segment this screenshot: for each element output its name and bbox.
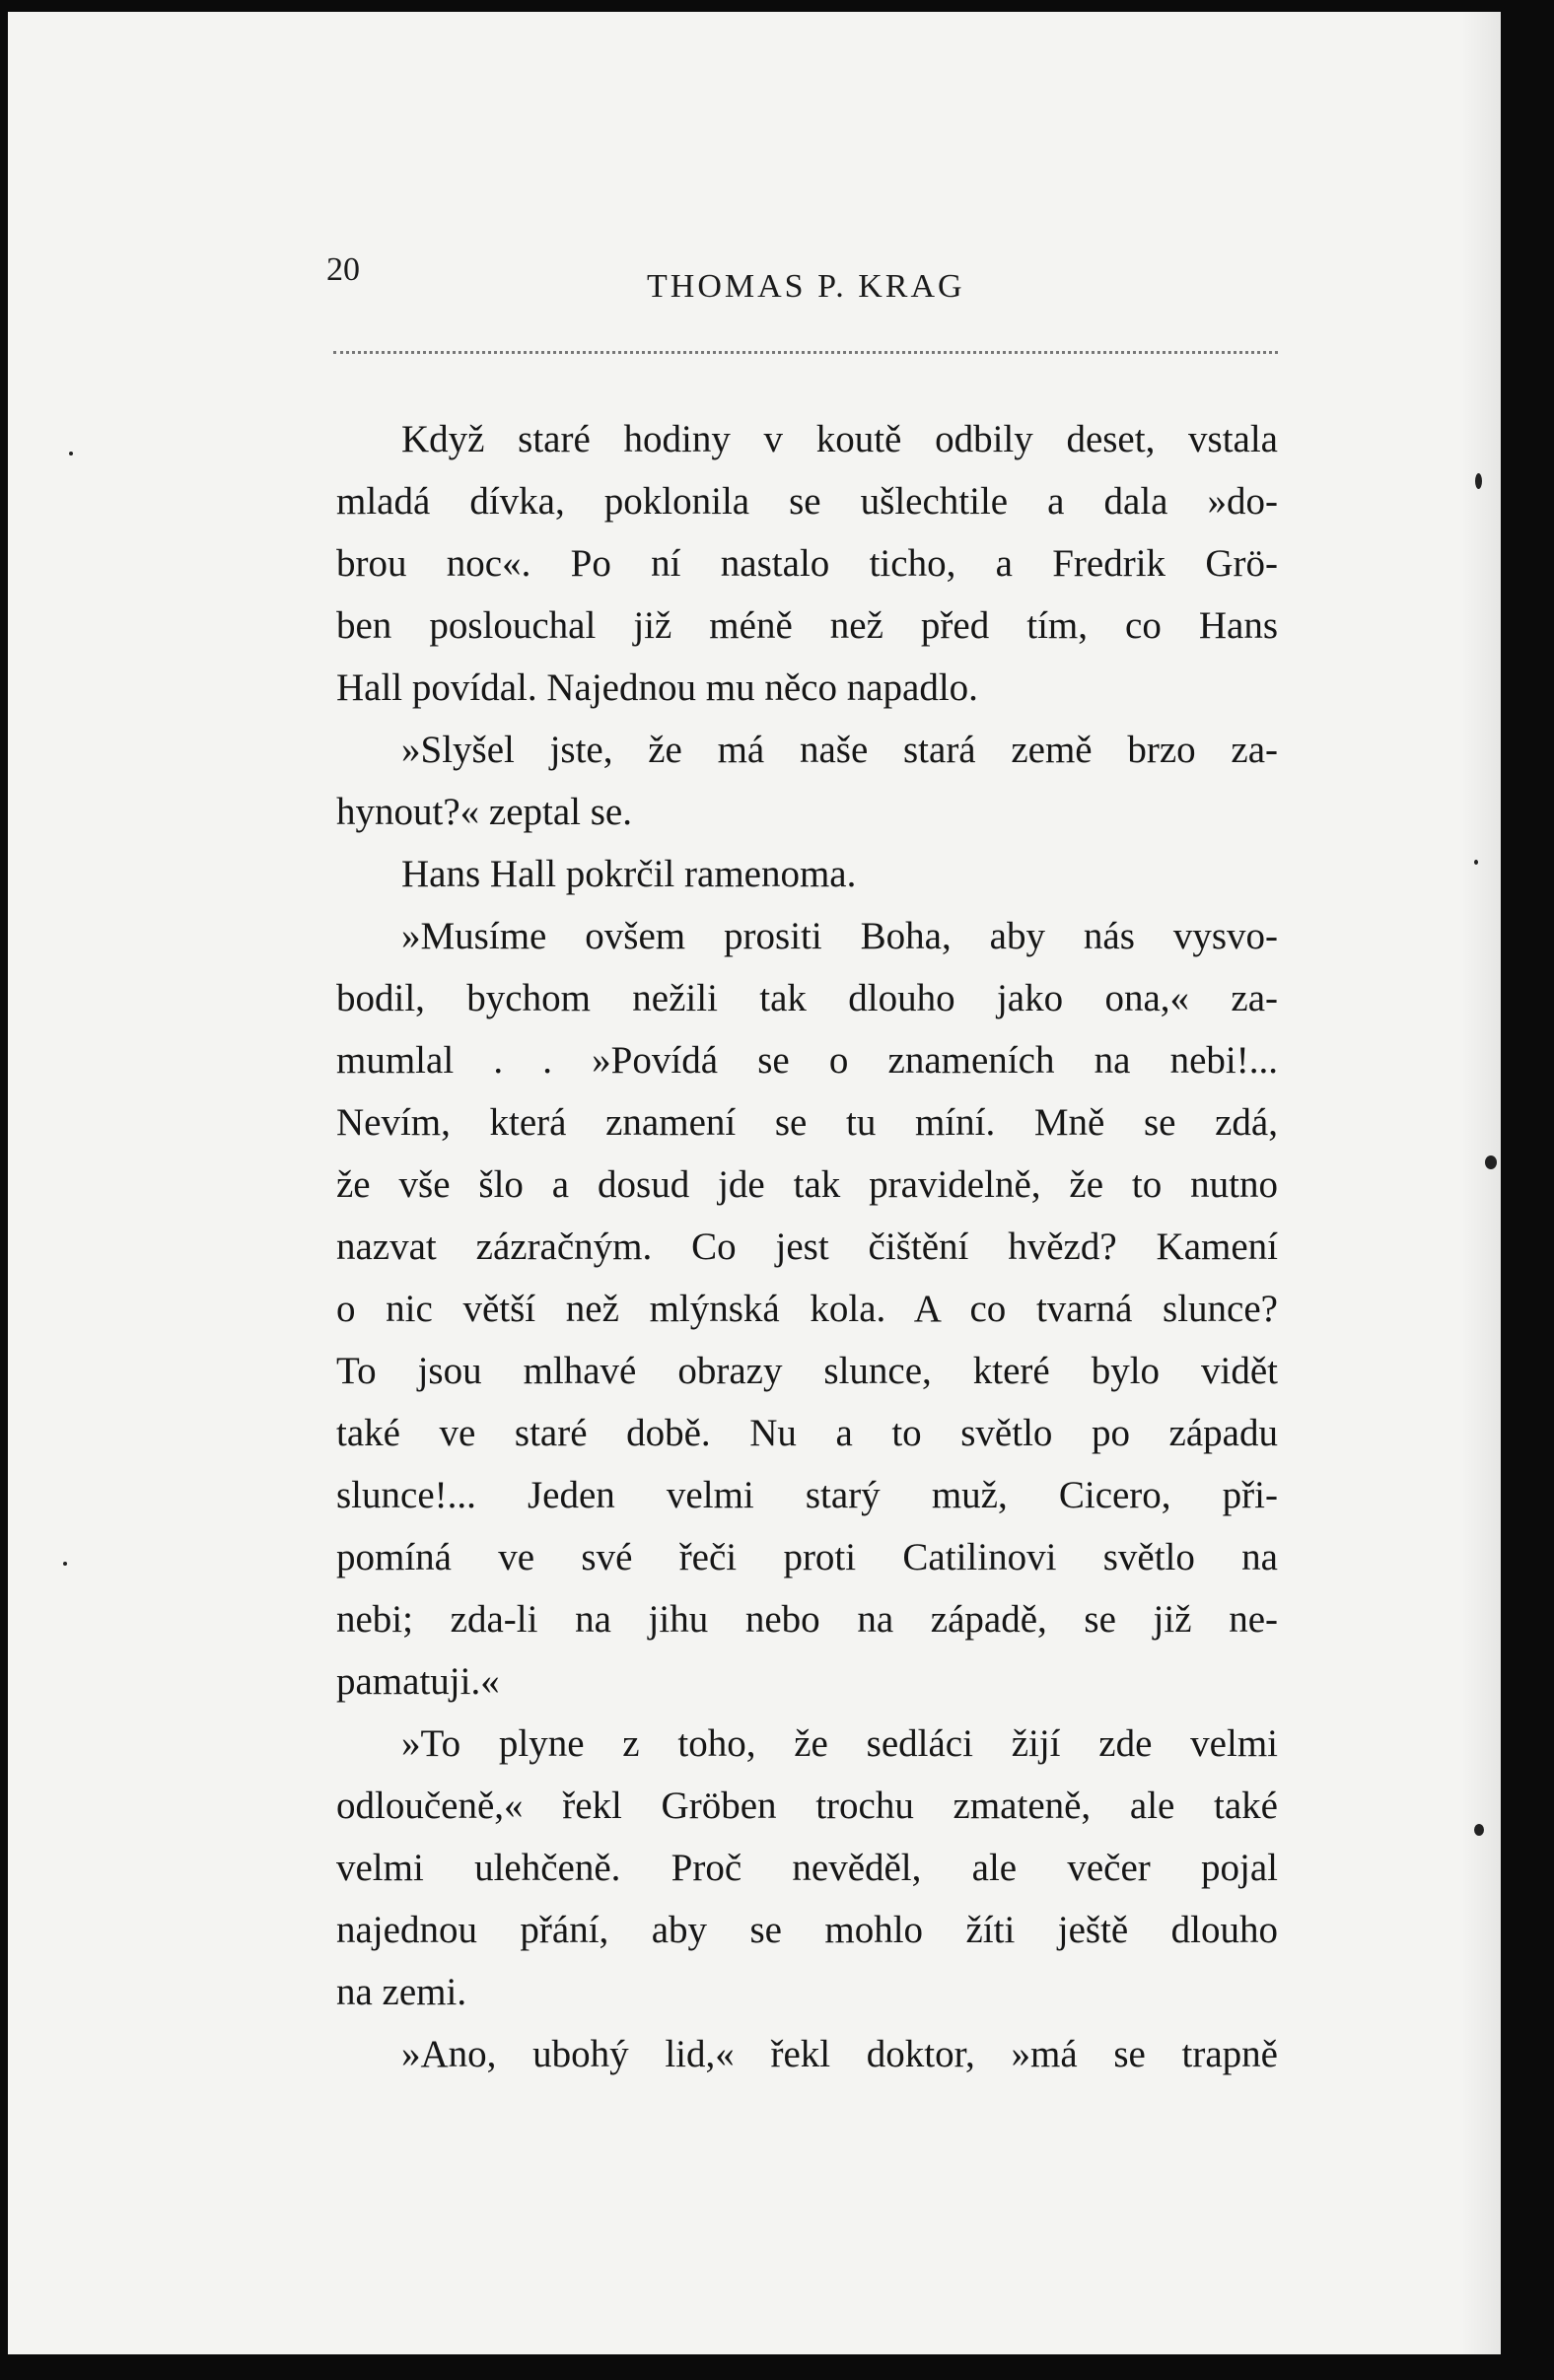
text-line: Když staré hodiny v koutě odbily deset, vstala (401, 418, 1278, 460)
text-line: »Ano, ubohý lid,« řekl doktor, »má se trapně (401, 2033, 1278, 2075)
text-line: také ve staré době. Nu a to světlo po západu (336, 1412, 1278, 1454)
scan-speck (63, 1562, 67, 1566)
text-line: ben poslouchal již méně než před tím, co Hans (336, 604, 1278, 647)
scan-speck (1485, 1155, 1497, 1169)
text-line: Hans Hall pokrčil ramenoma. (401, 853, 857, 895)
body-text (336, 408, 1278, 2085)
scan-speck (1474, 1824, 1484, 1836)
text-line: bodil, bychom nežili tak dlouho jako ona,« za- (336, 977, 1278, 1019)
text-line: slunce!... Jeden velmi starý muž, Cicero, při- (336, 1474, 1278, 1516)
text-line: najednou přání, aby se mohlo žíti ještě dlouho (336, 1909, 1278, 1951)
text-line: mladá dívka, poklonila se ušlechtile a dala »do- (336, 480, 1278, 523)
text-line: na zemi. (336, 1971, 467, 2013)
book-page (8, 12, 1501, 2354)
text-line: hynout?« zeptal se. (336, 791, 632, 833)
header-dotted-rule (333, 351, 1278, 354)
text-line: pomíná ve své řeči proti Catilinovi světlo na (336, 1536, 1278, 1578)
text-line: brou noc«. Po ní nastalo ticho, a Fredrik Grö- (336, 542, 1278, 585)
text-line: nebi; zda-li na jihu nebo na západě, se již ne- (336, 1598, 1278, 1641)
scan-speck (69, 452, 73, 455)
text-line: pamatuji.« (336, 1660, 500, 1703)
text-line: »Slyšel jste, že má naše stará země brzo za- (401, 729, 1278, 771)
text-line: Hall povídal. Najednou mu něco napadlo. (336, 666, 978, 709)
text-line: velmi ulehčeně. Proč nevěděl, ale večer pojal (336, 1847, 1278, 1889)
text-line: To jsou mlhavé obrazy slunce, které bylo vidět (336, 1350, 1278, 1392)
text-line: o nic větší než mlýnská kola. A co tvarná slunce? (336, 1288, 1278, 1330)
text-line: mumlal . . »Povídá se o znameních na nebi!... (336, 1039, 1278, 1082)
running-head: THOMAS P. KRAG (647, 268, 965, 305)
text-line: odloučeně,« řekl Gröben trochu zmateně, ale také (336, 1785, 1278, 1827)
text-line: nazvat zázračným. Co jest čištění hvězd? Kamení (336, 1225, 1278, 1268)
text-line: že vše šlo a dosud jde tak pravidelně, že to nutno (336, 1163, 1278, 1206)
text-line: »Musíme ovšem prositi Boha, aby nás vysvo- (401, 915, 1278, 957)
scan-speck (1474, 860, 1478, 865)
text-line: »To plyne z toho, že sedláci žijí zde velmi (401, 1722, 1278, 1765)
page-number: 20 (326, 251, 360, 288)
scan-speck (1475, 473, 1482, 489)
page-edge-shadow (1461, 12, 1501, 2354)
text-line: Nevím, která znamení se tu míní. Mně se zdá, (336, 1101, 1278, 1144)
